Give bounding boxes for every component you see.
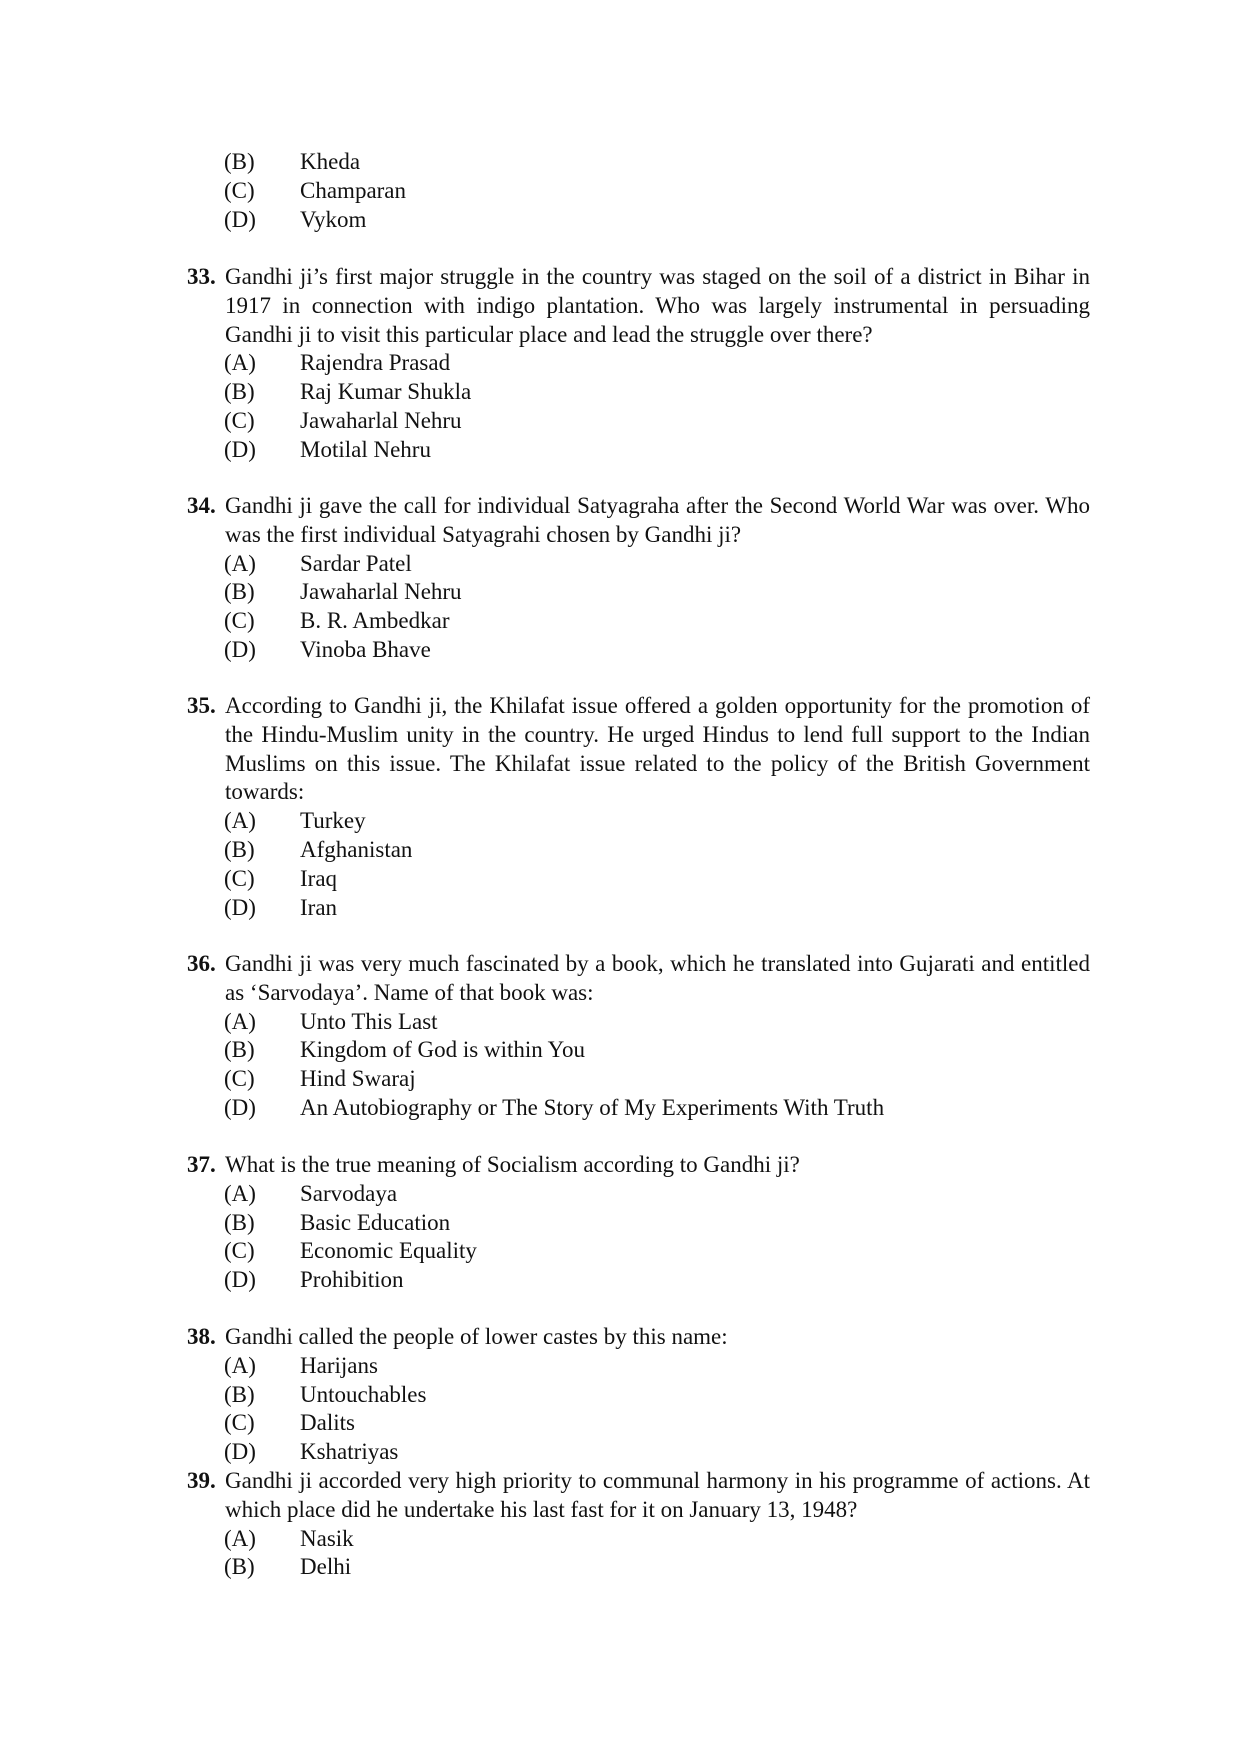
option-text: Vykom <box>300 206 367 232</box>
option-row <box>0 894 1241 923</box>
question-text: What is the true meaning of Socialism according to Gandhi ji? <box>225 1152 800 1177</box>
option-letter: (C) <box>224 1066 255 1092</box>
option-letter: (B) <box>224 1037 255 1063</box>
option-letter: (C) <box>224 177 255 203</box>
option-text: Kshatriyas <box>300 1439 399 1465</box>
option-text: Economic Equality <box>300 1238 477 1264</box>
option-text: Raj Kumar Shukla <box>300 379 472 405</box>
option-row <box>0 865 1241 894</box>
option-letter: (B) <box>224 1209 255 1235</box>
option-letter: (D) <box>224 206 256 232</box>
option-letter: (D) <box>224 1094 256 1120</box>
option-letter: (D) <box>224 636 256 662</box>
option-text: Jawaharlal Nehru <box>300 407 462 433</box>
option-text: Kingdom of God is within You <box>300 1037 585 1063</box>
option-row <box>0 578 1241 607</box>
option-text: Motilal Nehru <box>300 436 431 462</box>
option-letter: (D) <box>224 436 256 462</box>
question-text: Gandhi called the people of lower castes by this name: <box>225 1324 728 1349</box>
option-letter: (B) <box>224 149 255 174</box>
option-text: An Autobiography or The Story of My Experiments With Truth <box>300 1094 885 1120</box>
option-letter: (C) <box>224 407 255 433</box>
option-text: Nasik <box>300 1525 354 1551</box>
option-text: B. R. Ambedkar <box>300 608 450 634</box>
question-35 <box>0 692 1241 922</box>
option-letter: (A) <box>224 1180 256 1206</box>
option-text: Iran <box>300 894 338 920</box>
question-number: 37. <box>187 1152 216 1177</box>
option-letter: (D) <box>224 894 256 920</box>
question-text: Gandhi ji gave the call for individual Satyagraha after the Second World War was over. Who was the first individual Satyagrahi chosen by Gandhi ji? <box>225 493 1090 547</box>
option-row <box>0 1352 1241 1381</box>
option-row <box>0 1553 1241 1582</box>
option-text: Basic Education <box>300 1209 451 1235</box>
option-letter: (C) <box>224 608 255 634</box>
option-letter: (B) <box>224 579 255 605</box>
continued-options <box>0 148 1241 234</box>
option-row <box>0 1381 1241 1410</box>
option-text: Afghanistan <box>300 836 413 862</box>
option-row <box>0 807 1241 836</box>
question-number: 39. <box>187 1468 216 1493</box>
question-34 <box>0 492 1241 665</box>
option-text: Jawaharlal Nehru <box>300 579 462 605</box>
option-letter: (B) <box>224 379 255 405</box>
question-37 <box>0 1151 1241 1295</box>
question-text: According to Gandhi ji, the Khilafat issue offered a golden opportunity for the promotion of the Hindu-Muslim unity in the country. He urged Hindus to lend full support to the Indian Muslims on this issue. The Khilafat issue related to the policy of the British Government towards: <box>225 693 1090 805</box>
option-text: Rajendra Prasad <box>300 350 451 376</box>
option-row <box>0 1094 1241 1123</box>
option-text: Kheda <box>300 149 361 174</box>
option-text: Turkey <box>300 808 366 834</box>
option-row <box>0 1209 1241 1238</box>
option-letter: (B) <box>224 1381 255 1407</box>
option-row <box>0 177 1241 206</box>
option-text: Hind Swaraj <box>300 1066 416 1092</box>
option-text: Vinoba Bhave <box>300 636 431 662</box>
question-number: 36. <box>187 951 216 976</box>
option-row <box>0 206 1241 235</box>
option-text: Untouchables <box>300 1381 427 1407</box>
option-text: Unto This Last <box>300 1008 438 1034</box>
question-38 <box>0 1323 1241 1467</box>
question-text: Gandhi ji accorded very high priority to communal harmony in his programme of actions. At which place did he undertake his last fast for it on January 13, 1948? <box>225 1468 1090 1522</box>
option-row <box>0 607 1241 636</box>
option-text: Iraq <box>300 865 338 891</box>
option-text: Sarvodaya <box>300 1180 398 1206</box>
option-row <box>0 436 1241 465</box>
option-row <box>0 636 1241 665</box>
question-39 <box>0 1467 1241 1582</box>
option-letter: (A) <box>224 1352 256 1378</box>
option-row <box>0 1266 1241 1295</box>
option-text: Harijans <box>300 1352 378 1378</box>
question-number: 35. <box>187 693 216 718</box>
option-row <box>0 378 1241 407</box>
option-letter: (A) <box>224 550 256 576</box>
option-row <box>0 407 1241 436</box>
option-letter: (B) <box>224 1554 255 1580</box>
option-row <box>0 1008 1241 1037</box>
option-row <box>0 836 1241 865</box>
option-letter: (C) <box>224 865 255 891</box>
question-36 <box>0 950 1241 1123</box>
option-letter: (A) <box>224 1008 256 1034</box>
option-text: Champaran <box>300 177 407 203</box>
option-row <box>0 1438 1241 1467</box>
option-text: Delhi <box>300 1554 352 1580</box>
option-row <box>0 349 1241 378</box>
option-letter: (A) <box>224 350 256 376</box>
option-letter: (C) <box>224 1238 255 1264</box>
option-letter: (A) <box>224 808 256 834</box>
option-row <box>0 1036 1241 1065</box>
option-text: Sardar Patel <box>300 550 412 576</box>
option-letter: (D) <box>224 1439 256 1465</box>
question-number: 33. <box>187 264 216 289</box>
question-number: 34. <box>187 493 216 518</box>
option-row <box>0 1409 1241 1438</box>
option-row <box>0 1237 1241 1266</box>
option-letter: (D) <box>224 1267 256 1293</box>
question-33 <box>0 263 1241 465</box>
option-letter: (B) <box>224 836 255 862</box>
option-row <box>0 1525 1241 1554</box>
option-row <box>0 1065 1241 1094</box>
option-text: Prohibition <box>300 1267 404 1293</box>
question-number: 38. <box>187 1324 216 1349</box>
option-row <box>0 148 1241 177</box>
option-text: Dalits <box>300 1410 355 1436</box>
question-text: Gandhi ji’s first major struggle in the country was staged on the soil of a district in Bihar in 1917 in connection with indigo plantation. Who was largely instrumental in persuading Gandhi ji to visit this particular place and lead the struggle over there? <box>225 264 1090 347</box>
option-row <box>0 550 1241 579</box>
option-row <box>0 1180 1241 1209</box>
option-letter: (A) <box>224 1525 256 1551</box>
option-letter: (C) <box>224 1410 255 1436</box>
question-text: Gandhi ji was very much fascinated by a book, which he translated into Gujarati and entitled as ‘Sarvodaya’. Name of that book was: <box>225 951 1090 1005</box>
